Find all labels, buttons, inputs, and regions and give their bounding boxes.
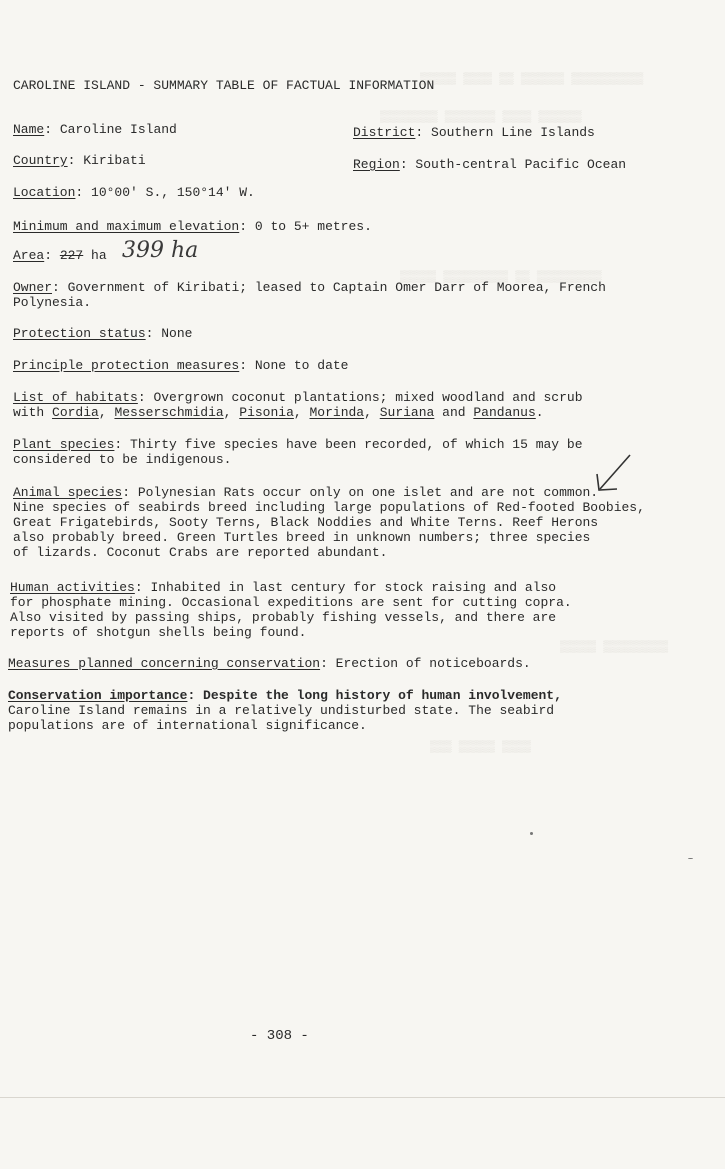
paper-speck (530, 832, 533, 835)
plants-field: Plant species: Thirty five species have been recorded, of which 15 may be (13, 437, 583, 452)
page-edge-divider (0, 1097, 725, 1098)
bleed-through-text: ▒▒▒▒▒▒▒▒ ▒▒▒▒▒▒▒ ▒▒▒▒ ▒▒▒▒▒▒ (380, 110, 582, 124)
animals-line-3: Great Frigatebirds, Sooty Terns, Black Noddies and White Terns. Reef Herons (13, 515, 599, 530)
country-field: Country: Kiribati (13, 153, 146, 168)
country-label: Country (13, 153, 68, 168)
habitats-line-2: with Cordia, Messerschmidia, Pisonia, Morinda, Suriana and Pandanus. (13, 405, 544, 420)
elevation-field: Minimum and maximum elevation: 0 to 5+ metres. (13, 219, 372, 234)
habitats-label: List of habitats (13, 390, 138, 405)
protection-status-label: Protection status (13, 326, 146, 341)
country-value: Kiribati (83, 153, 146, 168)
animals-line-5: of lizards. Coconut Crabs are reported abundant. (13, 545, 388, 560)
name-field: Name: Caroline Island (13, 122, 177, 137)
plants-line-2: considered to be indigenous. (13, 452, 232, 467)
area-field: Area: 227 ha (13, 248, 107, 263)
owner-field: Owner: Government of Kiribati; leased to Captain Omer Darr of Moorea, French (13, 280, 606, 295)
region-label: Region (353, 157, 400, 172)
plants-label: Plant species (13, 437, 115, 452)
human-line-2: for phosphate mining. Occasional expeditions are sent for cutting copra. (10, 595, 572, 610)
protection-measures-field: Principle protection measures: None to date (13, 358, 349, 373)
animals-field: Animal species: Polynesian Rats occur only on one islet and are not common. (13, 485, 599, 500)
page-title: CAROLINE ISLAND - SUMMARY TABLE OF FACTUAL INFORMATION (13, 78, 435, 93)
name-label: Name (13, 122, 45, 137)
genus-suriana: Suriana (379, 405, 435, 420)
bleed-through-text: ▒▒▒ ▒▒▒▒▒ ▒▒▒▒ (430, 740, 531, 754)
animals-line-1: Polynesian Rats occur only on one islet and are not common. (137, 485, 599, 500)
location-field: Location: 10°00' S., 150°14' W. (13, 185, 255, 200)
page-number: - 308 - (250, 1028, 309, 1044)
importance-line-2: Caroline Island remains in a relatively undisturbed state. The seabird (8, 703, 555, 718)
human-line-3: Also visited by passing ships, probably fishing vessels, and there are (10, 610, 557, 625)
genus-pandanus: Pandanus (473, 405, 536, 420)
protection-measures-value: None to date (254, 358, 349, 373)
animals-label: Animal species (13, 485, 123, 500)
owner-label: Owner (13, 280, 53, 295)
region-value: South-central Pacific Ocean (415, 157, 627, 172)
district-label: District (353, 125, 416, 140)
location-label: Location (13, 185, 76, 200)
importance-label: Conservation importance (8, 688, 188, 703)
human-line-1: Inhabited in last century for stock raising and also (150, 580, 557, 595)
habitats-line-1: Overgrown coconut plantations; mixed woodland and scrub (153, 390, 583, 405)
genus-morinda: Morinda (309, 405, 365, 420)
human-line-4: reports of shotgun shells being found. (10, 625, 307, 640)
owner-line-2: Polynesia. (13, 295, 92, 310)
area-handwritten-correction: 399 ha (122, 238, 199, 263)
bleed-through-text: ▒▒▒▒▒ ▒▒▒▒▒▒▒▒▒ (560, 640, 669, 654)
habitats-field: List of habitats: Overgrown coconut plantations; mixed woodland and scrub (13, 390, 583, 405)
elevation-value: 0 to 5+ metres. (254, 219, 372, 234)
genus-pisonia: Pisonia (239, 405, 294, 420)
human-label: Human activities (10, 580, 135, 595)
animals-line-2: Nine species of seabirds breed including large populations of Red-footed Boobies, (13, 500, 645, 515)
area-struck-value: 227 (59, 248, 84, 263)
habitats-with: with (13, 405, 45, 420)
measures-value: Erection of noticeboards. (335, 656, 531, 671)
plants-line-1: Thirty five species have been recorded, of which 15 may be (130, 437, 583, 452)
elevation-label: Minimum and maximum elevation (13, 219, 240, 234)
protection-measures-label: Principle protection measures (13, 358, 240, 373)
location-value: 10°00' S., 150°14' W. (91, 185, 255, 200)
animals-line-4: also probably breed. Green Turtles breed in unknown numbers; three species (13, 530, 591, 545)
habitats-and: and (442, 405, 466, 420)
importance-field: Conservation importance: Despite the long history of human involvement, (8, 688, 562, 703)
protection-status-value: None (161, 326, 193, 341)
bleed-through-text: ▒▒▒▒▒ ▒▒▒▒▒▒▒▒▒ ▒▒ ▒▒▒▒▒▒▒▒▒ (400, 270, 602, 284)
area-label: Area (13, 248, 45, 263)
bleed-through-text: ▒▒▒▒▒ ▒▒▒▒ ▒▒ ▒▒▒▒▒▒ ▒▒▒▒▒▒▒▒▒▒ (420, 72, 644, 86)
importance-line-1: Despite the long history of human involvement, (203, 688, 562, 703)
name-value: Caroline Island (59, 122, 177, 137)
importance-line-3: populations are of international significance. (8, 718, 367, 733)
district-value: Southern Line Islands (431, 125, 595, 140)
genus-cordia: Cordia (52, 405, 99, 420)
owner-line-1: Government of Kiribati; leased to Captain Omer Darr of Moorea, French (67, 280, 606, 295)
district-field: District: Southern Line Islands (353, 125, 595, 140)
human-field: Human activities: Inhabited in last century for stock raising and also (10, 580, 557, 595)
paper-speck (688, 858, 693, 859)
measures-field: Measures planned concerning conservation: Erection of noticeboards. (8, 656, 531, 671)
region-field: Region: South-central Pacific Ocean (353, 157, 627, 172)
genus-messerschmidia: Messerschmidia (114, 405, 224, 420)
measures-label: Measures planned concerning conservation (8, 656, 321, 671)
area-unit: ha (91, 248, 107, 263)
protection-status-field: Protection status: None (13, 326, 193, 341)
